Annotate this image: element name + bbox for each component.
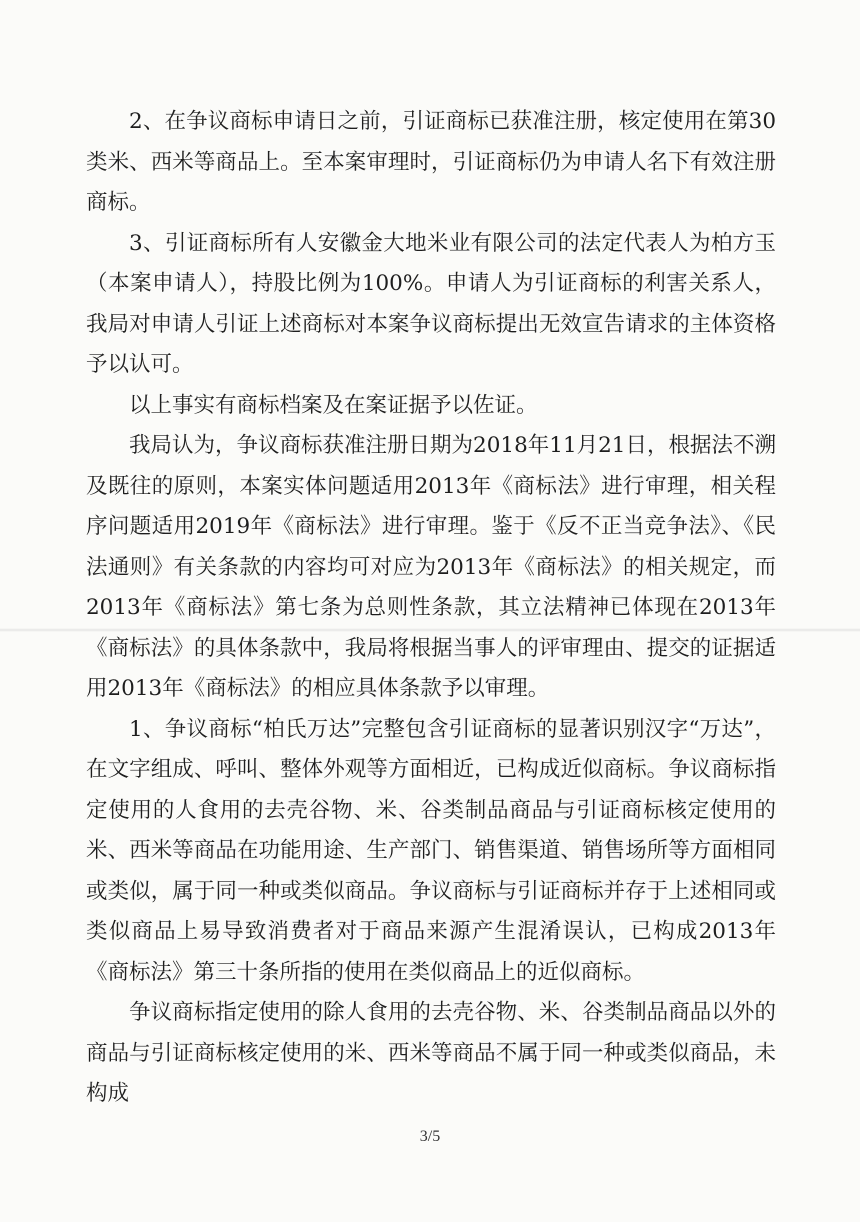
document-body — [86, 102, 776, 1115]
paragraph-citation-registration: 2、在争议商标申请日之前，引证商标已获准注册，核定使用在第30类米、西米等商品上。至本案审理时，引证商标仍为申请人名下有效注册商标。 — [86, 109, 776, 215]
paragraph-citation-owner: 3、引证商标所有人安徽金大地米业有限公司的法定代表人为柏方玉（本案申请人），持股比例为100%。申请人为引证商标的利害关系人，我局对申请人引证上述商标对本案争议商标提出无效宣告请求的主体资格予以认可。 — [86, 230, 776, 377]
page-number: 3/5 — [419, 1128, 441, 1145]
paragraph-bureau-opinion: 我局认为，争议商标获准注册日期为2018年11月21日，根据法不溯及既往的原则，本案实体问题适用2013年《商标法》进行审理，相关程序问题适用2019年《商标法》进行审理。鉴于《反不正当竞争法》、《民法通则》有关条款的内容均可对应为2013年《商标法》的相关规定，而2013年《商标法》第七条为总则性条款，其立法精神已体现在2013年《商标法》的具体条款中，我局将根据当事人的评审理由、提交的证据适用2013年《商标法》的相应具体条款予以审理。 — [86, 433, 776, 701]
paragraph-non-similar-goods: 争议商标指定使用的除人食用的去壳谷物、米、谷类制品商品以外的商品与引证商标核定使用的米、西米等商品不属于同一种或类似商品，未构成 — [86, 1000, 776, 1106]
paragraph-similarity-analysis: 1、争议商标“柏氏万达”完整包含引证商标的显著识别汉字“万达”，在文字组成、呼叫、整体外观等方面相近，已构成近似商标。争议商标指定使用的人食用的去壳谷物、米、谷类制品商品与引证商标核定使用的米、西米等商品在功能用途、生产部门、销售渠道、销售场所等方面相同或类似，属于同一种或类似商品。争议商标与引证商标并存于上述相同或类似商品上易导致消费者对于商品来源产生混淆误认，已构成2013年《商标法》第三十条所指的使用在类似商品上的近似商标。 — [86, 716, 776, 985]
paragraph-evidence: 以上事实有商标档案及在案证据予以佐证。 — [129, 392, 538, 418]
